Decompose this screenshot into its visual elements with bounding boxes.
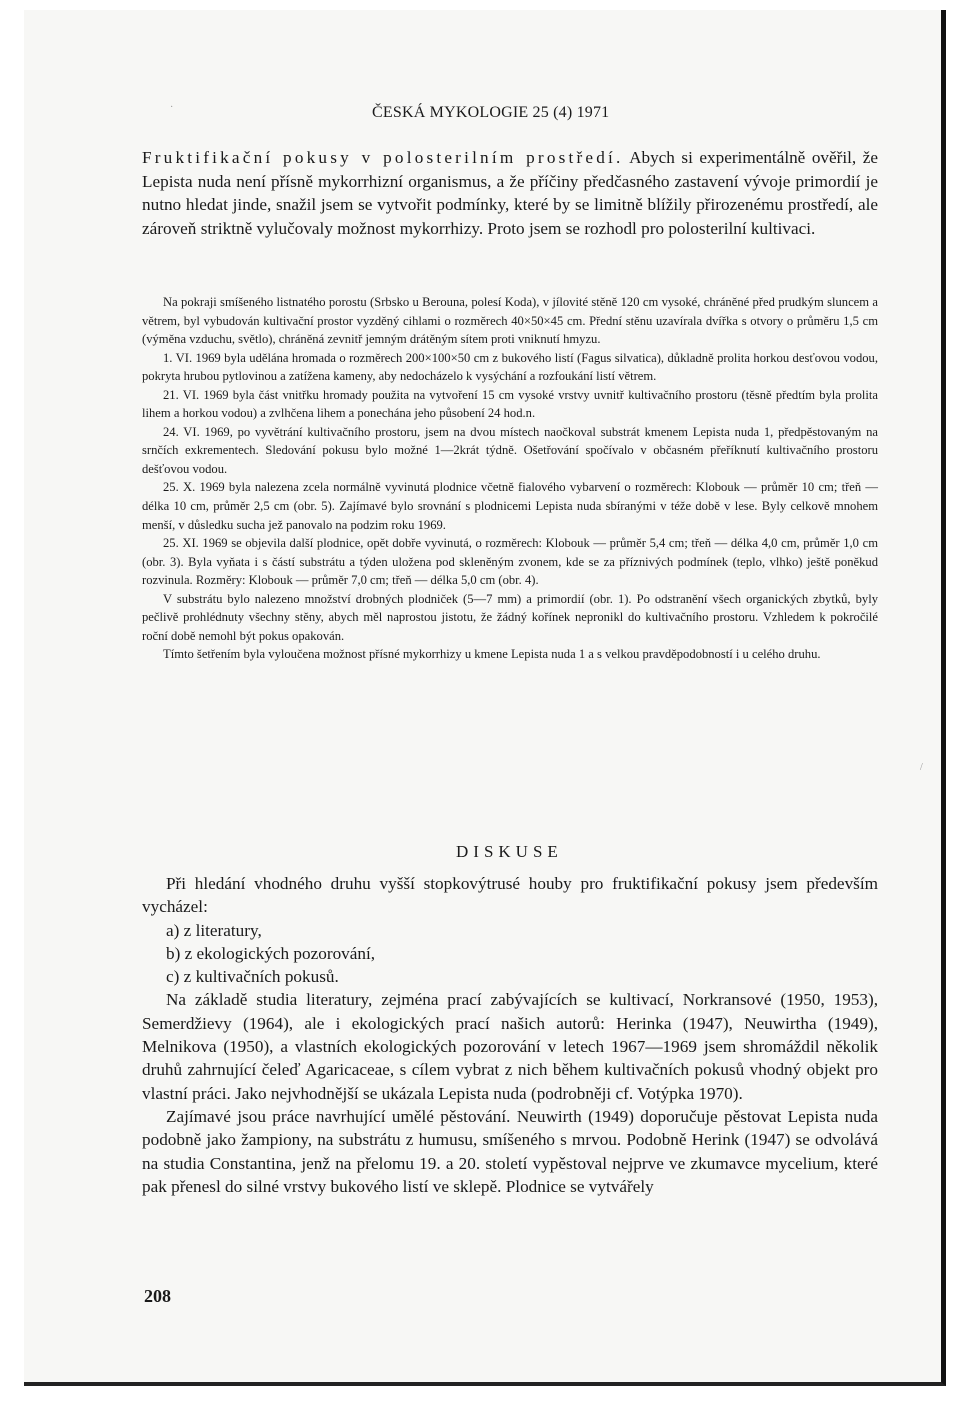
page-number: 208 — [144, 1286, 171, 1306]
discussion-paragraph: Zajímavé jsou práce navrhující umělé pěstování. Neuwirth (1949) doporučuje pěstovat Lepista nuda podobně jako žampiony, na substrátu z humusu, smíšeného s mrvou. Podobně Herink (1947) se odvolává na studia Constantina, jenž na přelomu 19. a 20. století vypěstoval nejprve ve zkumavce mycelium, které pak přenesl do silné vrstvy bukového listí ve sklepě. Plodnice se vytvářely — [142, 1106, 878, 1196]
section-title: Fruktifikační pokusy v polosterilním prostředí. — [142, 148, 624, 167]
methods-paragraph: Tímto šetřením byla vyloučena možnost přísné mykorrhizy u kmene Lepista nuda 1 a s velkou pravděpodobností i u celého druhu. — [163, 647, 821, 662]
methods-block — [142, 293, 878, 664]
intro-text: Abych si experimentálně ověřil, že Lepista nuda není přísně mykorrhizní organismus, a že příčiny předčasného zastavení vývoje primordií je nutno hledat jinde, snažil jsem se vytvořit podmínky, které by se limitně blížily přirozenému prostředí, ale zároveň striktně vylučovaly možnost mykorrhizy. Proto jsem se rozhodl pro polosterilní kultivaci. — [142, 148, 878, 238]
intro-paragraph — [142, 146, 878, 240]
methods-paragraph: V substrátu bylo nalezeno množství drobných plodniček (5—7 mm) a primordií (obr. 1). Po odstranění všech organických zbytků, byly pečlivě prohlédnuty všechny stěny, abych měl naprostou jistotu, že žádný kořínek nepronikl do kultivačního prostoru. Vzhledem k pokročilé roční době nemohl být pokus opakován. — [142, 591, 878, 643]
section-heading: DISKUSE — [456, 842, 563, 861]
methods-paragraph: 21. VI. 1969 byla část vnitřku hromady použita na vytvoření 15 cm vysoké vrstvy uvnitř kultivačního prostoru (těsně předtím byla prolita lihem a horkou vodou) a zvlhčena lihem a ponechána jeho působení 24 hod.n. — [142, 387, 878, 421]
scan-mark: · — [170, 102, 174, 113]
methods-paragraph: 24. VI. 1969, po vyvětrání kultivačního prostoru, jsem na dvou místech naočkoval substrát kmenem Lepista nuda 1, předpěstovaným na srnčích exkrementech. Sledování pokusu bylo možné 1—2krát týdně. Ošetřování spočívalo v občasném přeříknutí kultivačního prostoru dešťovou vodou. — [142, 424, 878, 476]
methods-paragraph: 25. XI. 1969 se objevila další plodnice, opět dobře vyvinutá, o rozměrech: Klobouk — průměr 5,4 cm; třeň — délka 4,0 cm, průměr 1,0 cm (obr. 3). Byla vyňata i s částí substrátu a týden uložena pod skleněným zvonem, kde se za příznivých podmínek (teplo, vlhko) ještě poněkud rozvinula. Rozměry: Klobouk — průměr 7,0 cm; třeň — délka 5,0 cm (obr. 4). — [142, 536, 878, 588]
list-item: a) z literatury, — [166, 920, 262, 940]
discussion-paragraph: Na základě studia literatury, zejména prací zabývajících se kultivací, Norkransové (1950, 1953), Semerdžievy (1964), ale i ekologických prací našich autorů: Herinka (1947), Neuwirtha (1949), Melnikova (1950), a vlastních ekologických pozorování v letech 1967—1969 jsem shromáždil několik druhů zahrnující čeleď Agaricaceae, s cílem vybrat z nich během kultivačních pokusů vhodný objekt pro vlastní práci. Jako nejvhodnější se ukázala Lepista nuda (podrobněji cf. Votýpka 1970). — [142, 990, 878, 1103]
methods-paragraph: 1. VI. 1969 byla udělána hromada o rozměrech 200×100×50 cm z bukového listí (Fagus silvatica), důkladně prolita horkou desťovou vodou, pokryta hrubou pytlovinou a zatížena kameny, aby nedocházelo k vysýchání a rozfoukání listí větrem. — [142, 350, 878, 384]
scan-mark: / — [920, 762, 923, 773]
discussion-lead: Při hledání vhodného druhu vyšší stopkovýtrusé houby pro fruktifikační pokusy jsem především vycházel: — [142, 874, 878, 917]
discussion-block — [142, 872, 878, 1198]
running-header: ČESKÁ MYKOLOGIE 25 (4) 1971 — [372, 104, 610, 121]
methods-paragraph: 25. X. 1969 byla nalezena zcela normálně vyvinutá plodnice včetně fialového vybarvení o rozměrech: Klobouk — průměr 10 cm; třeň — délka 10 cm, průměr 2,5 cm (obr. 5). Zajímavé bylo srovnání s plodnicemi Lepista nuda sbíranými v téže době v lese. Byly celkově mnohem menší, v důsledku sucha jež panovalo na podzim roku 1969. — [142, 480, 878, 532]
methods-paragraph: Na pokraji smíšeného listnatého porostu (Srbsko u Berouna, polesí Koda), v jílovité stěně 120 cm vysoké, chráněné před prudkým sluncem a větrem, byl vybudován kultivační prostor vyzděný cihlami o rozměrech 40×50×45 cm. Přední stěnu uzavírala dvířka s otvory o průměru 1,5 cm (výměna vzduchu, světlo), chráněná zevnitř jemným drátěným sítem proti vniknutí hmyzu. — [142, 295, 878, 347]
list-item: b) z ekologických pozorování, — [166, 943, 376, 963]
list-item: c) z kultivačních pokusů. — [166, 967, 339, 987]
